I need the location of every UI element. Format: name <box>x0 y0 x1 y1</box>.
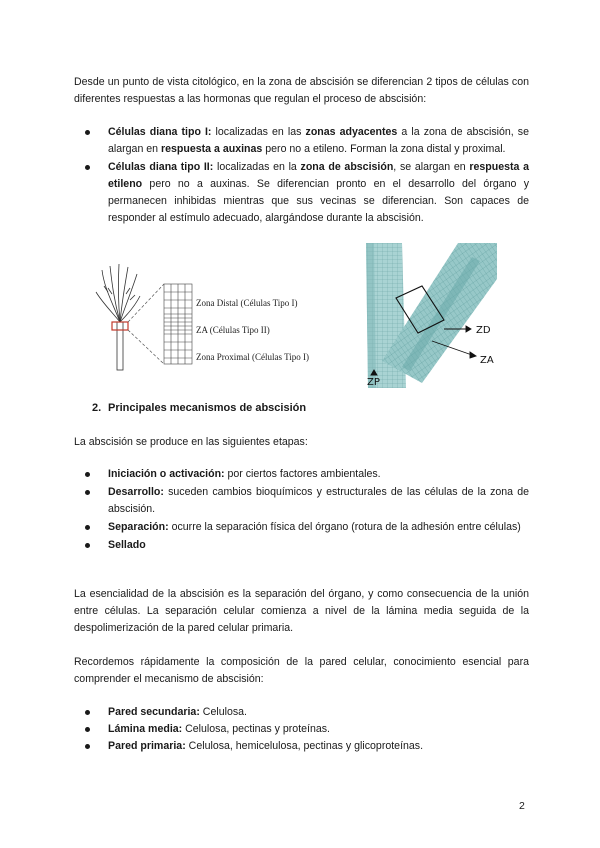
wall-intro: Recordemos rápidamente la composición de la pared celular, conocimiento esencial para comprender el mecanismo de abscisión: <box>74 656 529 685</box>
essential-paragraph: La esencialidad de la abscisión es la separación del órgano, y como consecuencia de la unión entre células. La separación celular comienza a nivel de la lámina media seguida de la despolimerización de la pared celular primaria. <box>74 588 529 634</box>
label-za-zone: ZA (Células Tipo II) <box>196 325 270 335</box>
list-item: Pared secundaria: Celulosa. <box>78 704 529 721</box>
abscission-zone-diagram <box>92 262 332 382</box>
plant-sketch-icon <box>96 264 140 370</box>
intro-paragraph: Desde un punto de vista citológico, en la zona de abscisión se diferencian 2 tipos de células con diferentes respuestas a las hormonas que regulan el proceso de abscisión: <box>74 76 529 105</box>
cell-grid <box>164 284 192 364</box>
label-proximal-zone: Zona Proximal (Células Tipo I) <box>196 352 309 362</box>
cell-types-list <box>78 124 529 227</box>
list-item: Desarrollo: suceden cambios bioquímicos y estructurales de las células de la zona de abscisión. <box>78 484 529 518</box>
page-number: 2 <box>519 800 525 812</box>
abscission-micrograph <box>362 243 497 388</box>
list-item: Pared primaria: Celulosa, hemicelulosa, pectinas y glicoproteínas. <box>78 738 529 755</box>
list-item: Iniciación o activación: por ciertos factores ambientales. <box>78 466 529 483</box>
section-title: Principales mecanismos de abscisión <box>108 402 307 414</box>
wall-parts-list <box>78 704 529 755</box>
label-distal-zone: Zona Distal (Células Tipo I) <box>196 298 298 308</box>
list-item: Células diana tipo II: localizadas en la zona de abscisión, se alargan en respuesta a etileno pero no a auxinas. Se diferencian pronto en el desarrollo del órgano y permanecen inhibidas mientras que sus vecinas se diferencian. Son capaces de responder al estímulo adecuado, alargándose durante la abscisión. <box>78 159 529 227</box>
section-heading <box>92 400 306 417</box>
section-number: 2. <box>92 402 102 414</box>
list-item: Lámina media: Celulosa, pectinas y proteínas. <box>78 721 529 738</box>
label-za: ZA <box>480 355 494 366</box>
label-zd: ZD <box>476 325 491 336</box>
list-item: Sellado <box>78 537 529 554</box>
zoom-lines <box>128 284 164 364</box>
list-item: Células diana tipo I: localizadas en las zonas adyacentes a la zona de abscisión, se alargan en respuesta a auxinas pero no a etileno. Forman la zona distal y proximal. <box>78 124 529 158</box>
list-item: Separación: ocurre la separación física del órgano (rotura de la adhesión entre células) <box>78 519 529 536</box>
stages-intro: La abscisión se produce en las siguientes etapas: <box>74 436 308 448</box>
stages-list <box>78 466 529 554</box>
label-zp: ZP <box>367 377 380 388</box>
